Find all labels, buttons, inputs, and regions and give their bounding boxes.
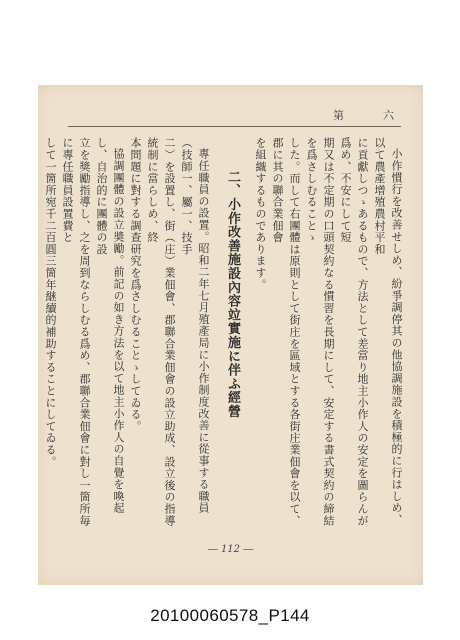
image-caption: 20100060578_P144	[150, 606, 310, 625]
text-column: 二）を設置し、街（庄）業佃會、郡聯合業佃會の設立助成、設立後の指導統制に當らしめ、終	[146, 137, 176, 527]
text-column: 立を獎勵指導し、之を周到ならしむる爲め、郡聯合業佃會に對し一箇所毎に專任職員設置費と	[61, 137, 91, 527]
text-column: 協調團體の設立奬勵。前記の如き方法を以て地主小作人の自覺を喚起し、自治的に團體の設	[95, 137, 125, 514]
header-rule	[68, 126, 401, 127]
text-column: して一箇所宛千二百圓三箇年継續的補助することにしてゐる。	[44, 137, 57, 468]
section-heading: 二、小作改善施設內容竝實施に伴ふ經營	[225, 169, 240, 418]
running-header	[38, 107, 423, 125]
text-column: 期又は不定期の口頭契約なる慣習を長期にして、安定する書式契約の締結を爲さしむることゝ	[305, 137, 335, 527]
document-page	[38, 85, 423, 585]
header-part-a: 六	[383, 109, 394, 122]
body-text	[42, 137, 405, 537]
text-column: を組織するものであります。	[254, 137, 267, 291]
text-column: 小作慣行を改善せしめ、紛爭調停其の他協調施設を積極的に行はしめ、以て農產增殖農村平和	[373, 137, 403, 526]
header-part-b: 第	[333, 109, 344, 122]
text-column: 專任職員の設置。昭和二年七月殖產局に小作制度改善に從事する職員（技師一、屬一、技手	[180, 137, 210, 514]
text-column: 本問題に對する調查研究を爲さしむることゝしてゐる。	[129, 137, 142, 432]
text-column: した。而して右團體は原則として街庄を區域とする各街庄業佃會を以て、郡に其の聯合業佃會	[271, 137, 301, 527]
text-column: に貢獻しつゝあるもので、方法として差當り地主小作人の安定を圖らんが爲め、不安にして短	[339, 137, 369, 527]
page-number: ― 112 ―	[207, 544, 254, 555]
